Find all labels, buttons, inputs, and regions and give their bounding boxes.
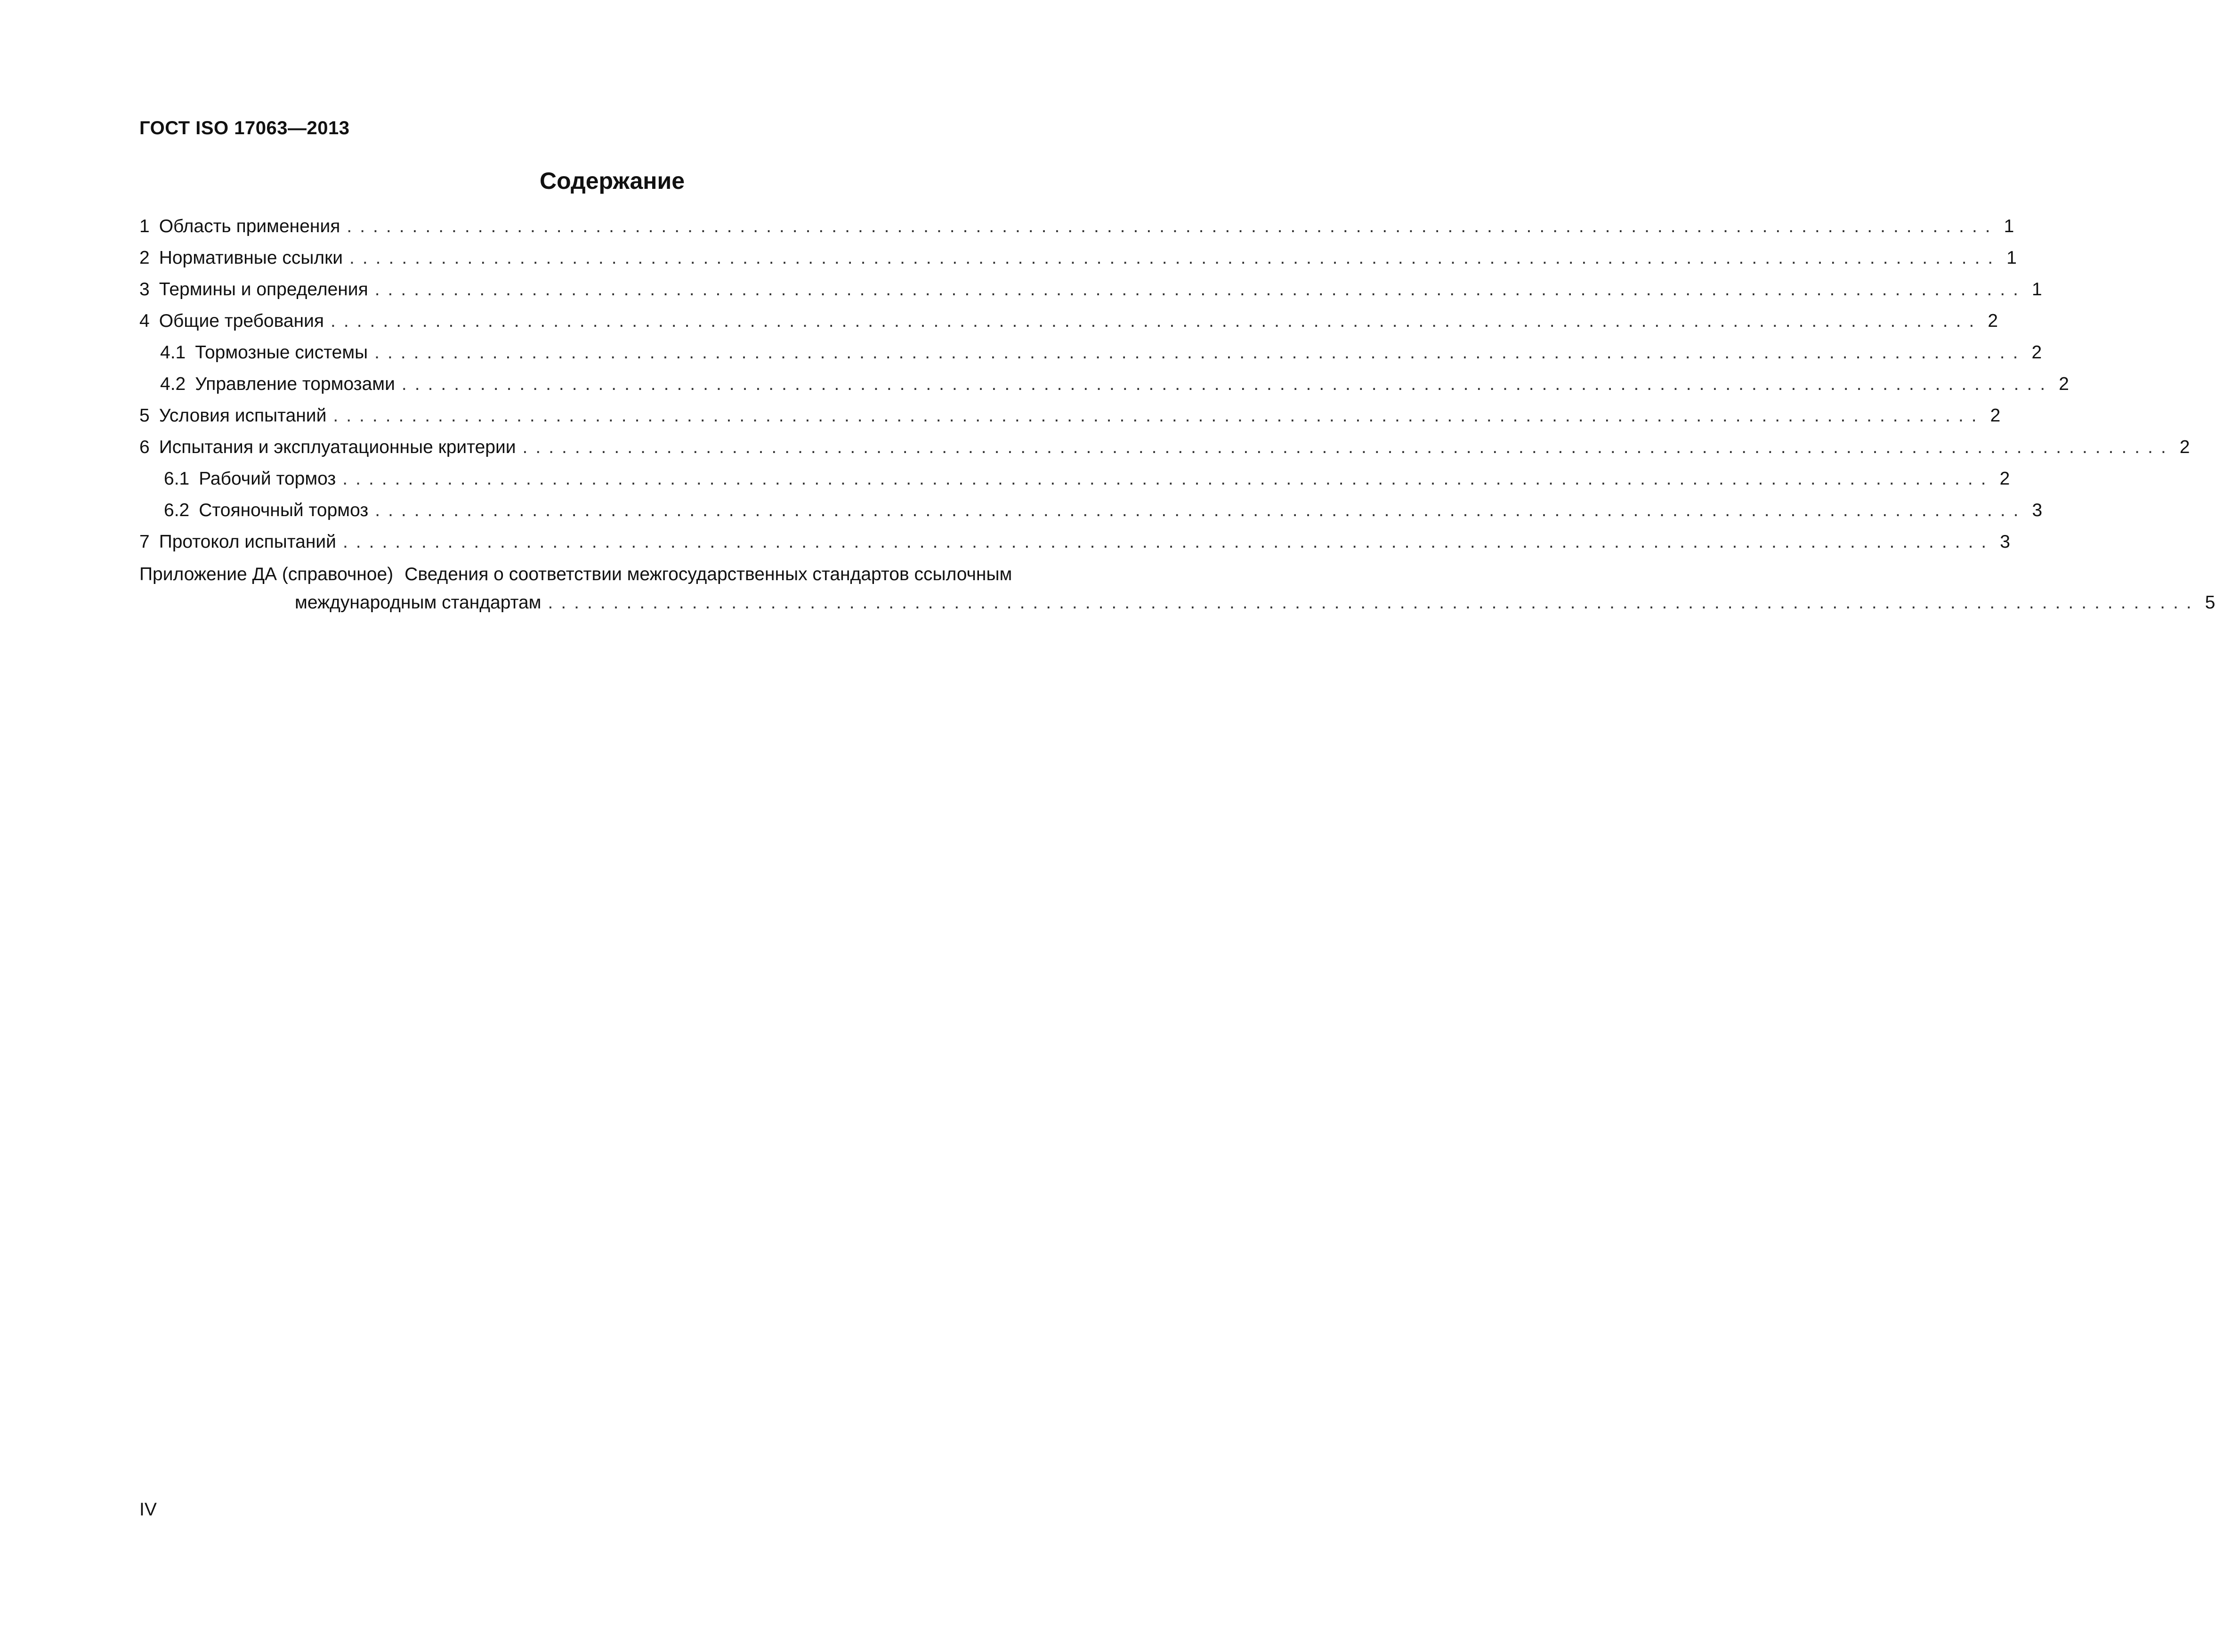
toc-entry-5[interactable]: [139, 403, 2001, 435]
toc-title: Содержание: [539, 168, 685, 194]
toc-entry-page: 2: [1990, 405, 2001, 426]
dot-leader: ..............................................................................................................................: [548, 592, 2199, 613]
toc-entry-page: 2: [2031, 342, 2042, 363]
appendix-page: 5: [2205, 592, 2215, 613]
toc-entry-number: 6.2: [164, 500, 190, 520]
dot-leader: ..............................................................................................................................: [349, 248, 2001, 268]
toc-entry-6[interactable]: [139, 435, 2190, 466]
toc-entry-title: Испытания и эксплуатационные критерии: [159, 437, 516, 457]
toc-entry-page: 2: [2179, 437, 2190, 457]
dot-leader: ..............................................................................................................................: [374, 279, 2026, 300]
toc-entry-number: 6: [139, 437, 150, 457]
toc-entry-page: 1: [2004, 216, 2014, 236]
toc-entry-4-1[interactable]: [139, 340, 2042, 372]
toc-entry-title: Тормозные системы: [195, 342, 368, 363]
toc-entry-title: Область применения: [159, 216, 340, 236]
appendix-title-line2: международным стандартам: [295, 592, 542, 613]
toc-entry-1[interactable]: [139, 214, 2014, 245]
toc-entry-number: 2: [139, 248, 150, 268]
toc-entry-4-2[interactable]: [139, 372, 2069, 403]
toc-entry-appendix-da[interactable]: [139, 562, 2215, 618]
toc-entry-6-2[interactable]: [139, 498, 2043, 529]
toc-entry-number: 7: [139, 532, 150, 552]
dot-leader: ..............................................................................................................................: [331, 311, 1982, 331]
toc-entry-number: 5: [139, 405, 150, 426]
appendix-label: Приложение ДА (справочное): [139, 564, 394, 584]
toc-entry-page: 3: [2032, 500, 2043, 520]
toc-entry-number: 3: [139, 279, 150, 300]
toc-entry-4[interactable]: [139, 308, 1998, 340]
toc-entry-number: 4: [139, 311, 150, 331]
toc-entry-number: 1: [139, 216, 150, 236]
toc-entry-6-1[interactable]: [139, 466, 2010, 498]
toc-entry-title: Управление тормозами: [195, 374, 395, 394]
toc-entry-page: 1: [2006, 248, 2017, 268]
appendix-second-line: [139, 590, 2215, 618]
appendix-title-line1: Сведения о соответствии межгосударственных стандартов ссылочным: [404, 564, 1012, 584]
dot-leader: ..............................................................................................................................: [333, 405, 1985, 426]
toc-entry-number: 4.1: [160, 342, 186, 363]
dot-leader: ..............................................................................................................................: [522, 437, 2174, 457]
toc-entry-number: 4.2: [160, 374, 186, 394]
page-number: IV: [139, 1499, 157, 1520]
toc-entry-number: 6.1: [164, 469, 190, 489]
dot-leader: ..............................................................................................................................: [375, 500, 2027, 520]
dot-leader: ..............................................................................................................................: [401, 374, 2053, 394]
appendix-first-line: [139, 562, 1087, 590]
toc-entry-title: Нормативные ссылки: [159, 248, 343, 268]
table-of-contents: [139, 214, 2215, 618]
standard-designation: ГОСТ ISO 17063—2013: [139, 118, 350, 138]
toc-entry-page: 3: [2000, 532, 2010, 552]
dot-leader: ..............................................................................................................................: [347, 216, 1998, 236]
toc-entry-2[interactable]: [139, 245, 2017, 277]
toc-entry-title: Рабочий тормоз: [199, 469, 336, 489]
toc-entry-page: 2: [1999, 469, 2010, 489]
toc-entry-7[interactable]: [139, 529, 2010, 561]
toc-entry-page: 2: [1988, 311, 1998, 331]
toc-entry-title: Стояночный тормоз: [199, 500, 369, 520]
toc-entry-page: 1: [2032, 279, 2042, 300]
dot-leader: ..............................................................................................................................: [342, 469, 1994, 489]
toc-entry-title: Протокол испытаний: [159, 532, 336, 552]
toc-entry-page: 2: [2059, 374, 2069, 394]
dot-leader: ..............................................................................................................................: [342, 532, 1995, 552]
toc-entry-title: Общие требования: [159, 311, 324, 331]
toc-entry-title: Условия испытаний: [159, 405, 327, 426]
toc-entry-3[interactable]: [139, 277, 2042, 308]
dot-leader: ..............................................................................................................................: [374, 342, 2026, 363]
toc-entry-title: Термины и определения: [159, 279, 368, 300]
